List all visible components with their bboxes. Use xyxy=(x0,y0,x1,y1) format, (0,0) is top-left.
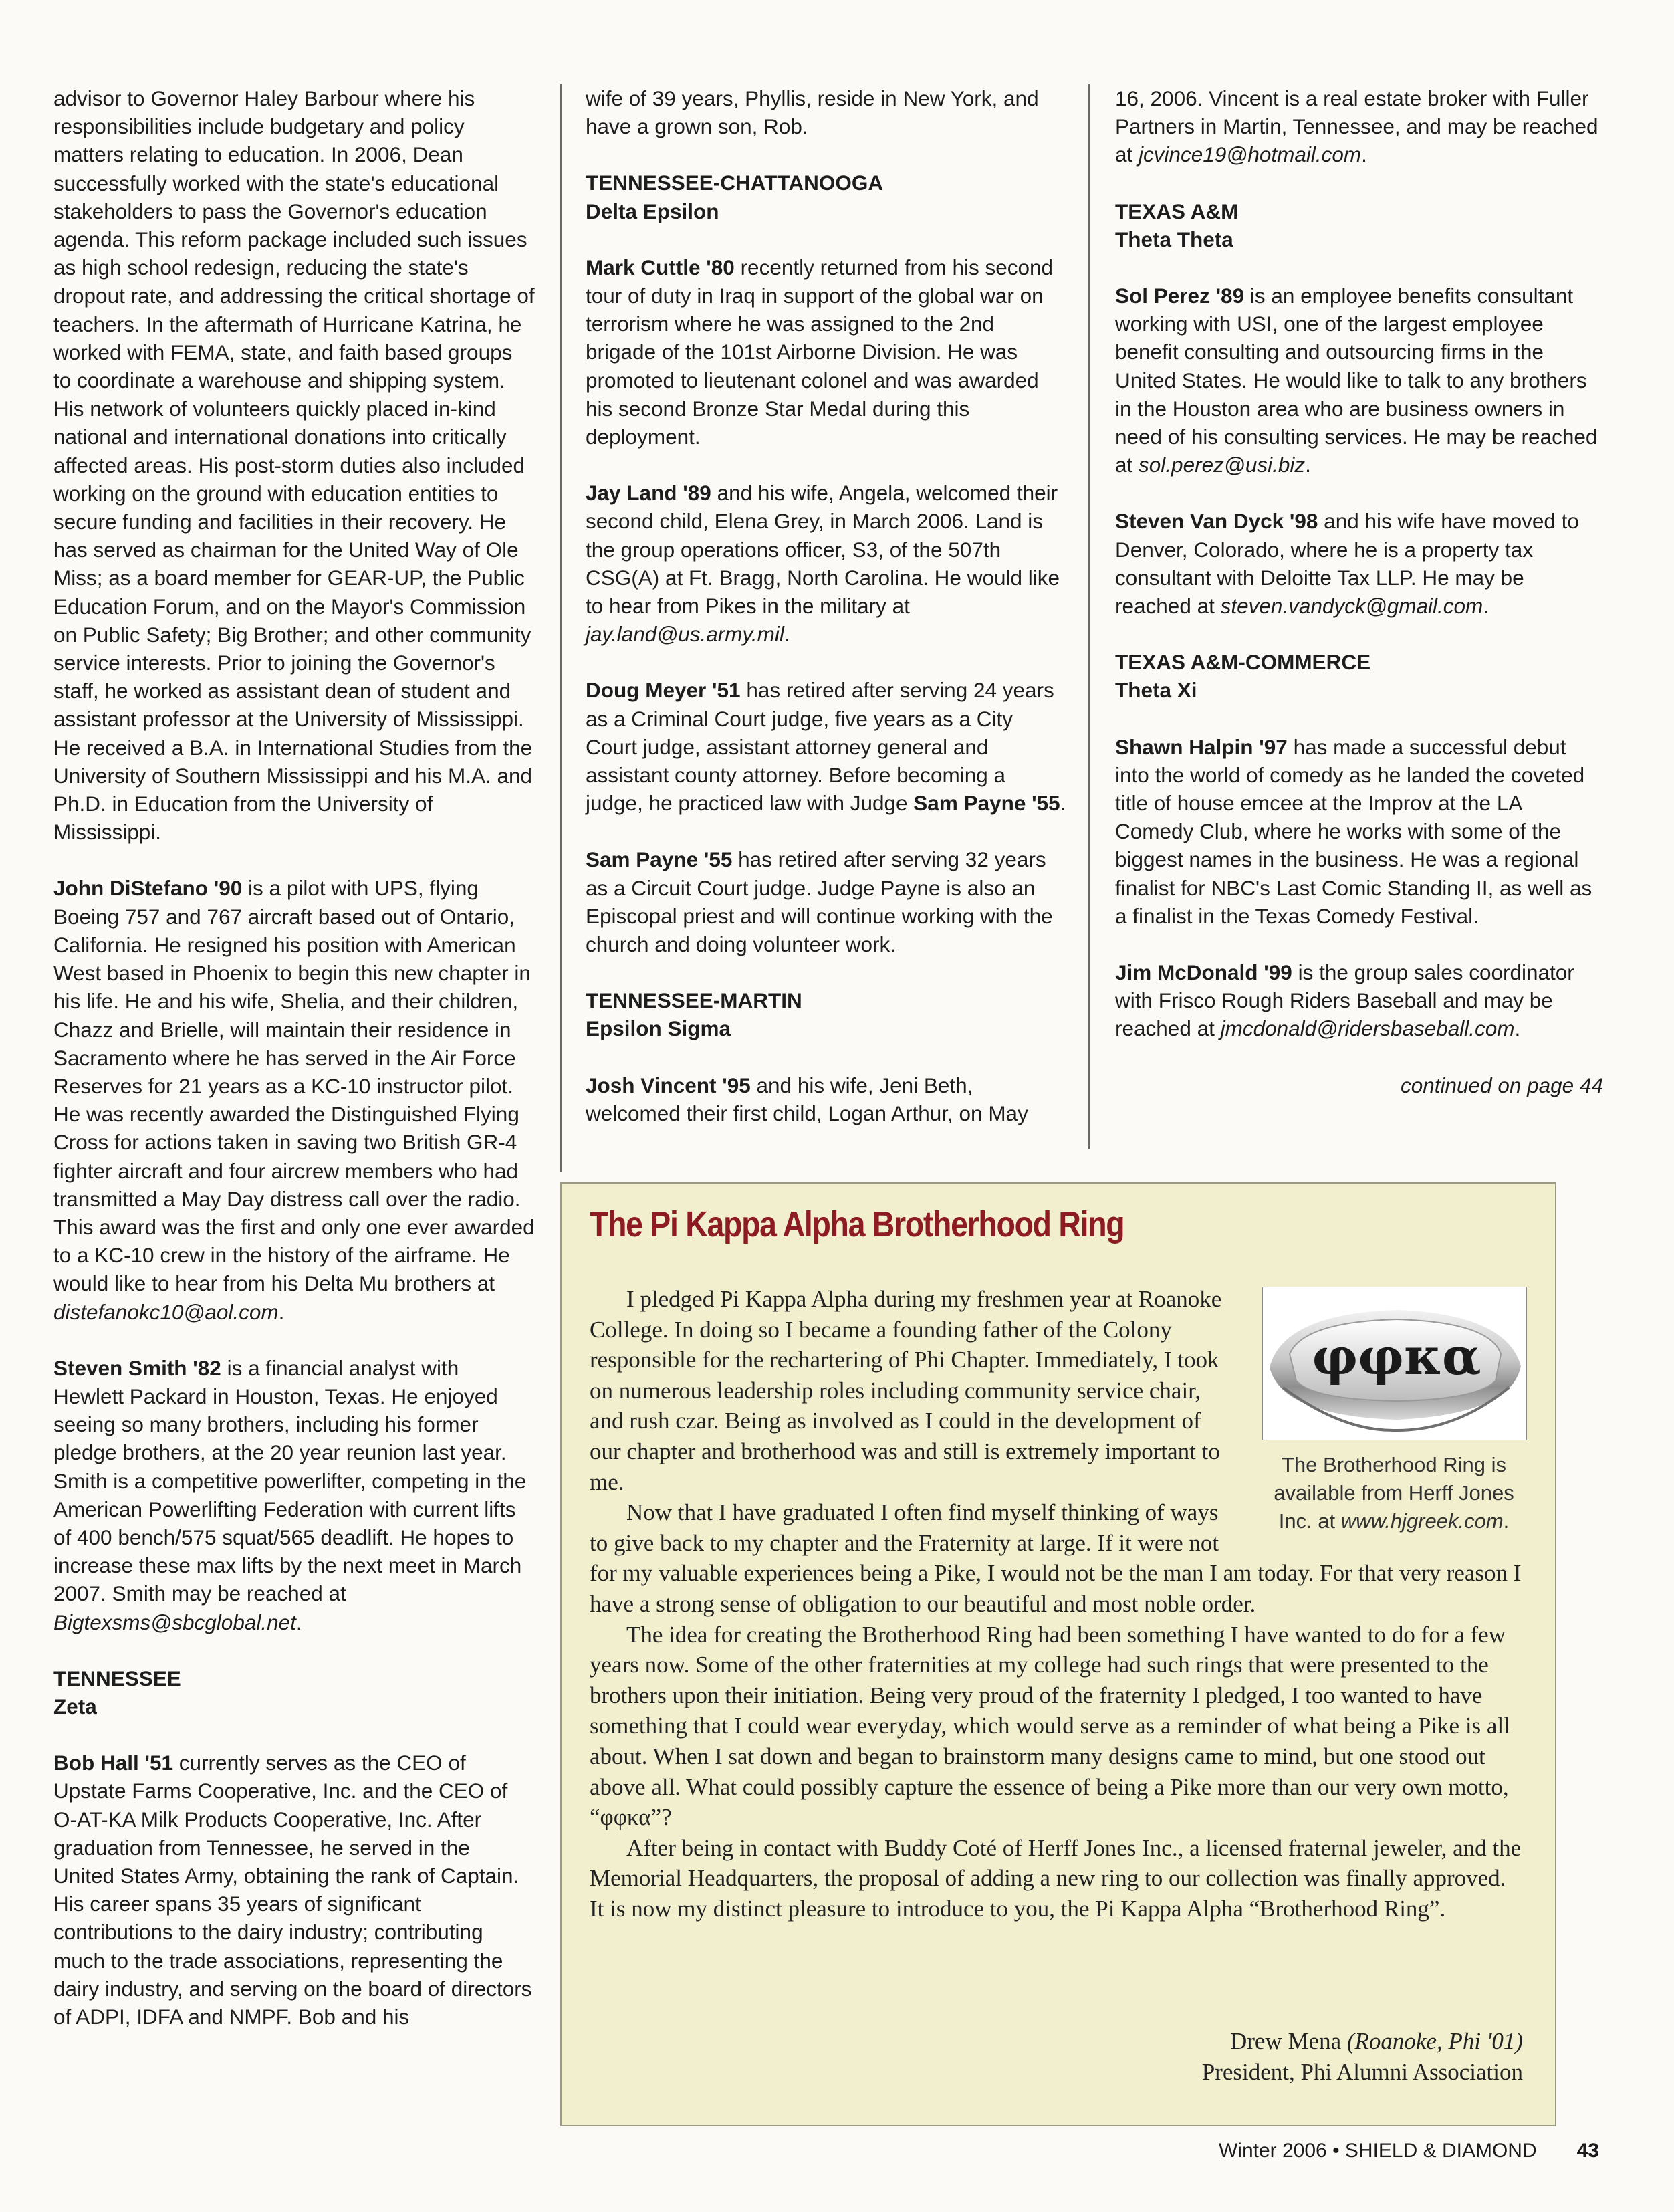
entry-name: Jay Land '89 xyxy=(586,481,711,506)
entry-distefano: John DiStefano '90 is a pilot with UPS, flying Boeing 757 and 767 aircraft based out of Ontario, California. He resigned his position with American West based in Phoenix to begin this new chapter in his life. He and his wife, Shelia, and their children, Chazz and Brielle, will maintain their residence in Sacramento where he has served in the Air Force Reserves for 21 years as a KC-10 instructor pilot. He was recently awarded the Distinguished Flying Cross for actions taken in saving two British GR-4 fighter aircraft and four aircrew members who had transmitted a May Day distress call over the radio. This award was the first and only one ever awarded to a KC-10 crew in the history of the airframe. He would like to hear from his Delta Mu brothers at distefanokc10@aol.com. xyxy=(53,876,535,1324)
entry-name: Mark Cuttle '80 xyxy=(586,255,735,280)
entry-dean-continued xyxy=(53,84,535,846)
entry-text: wife of 39 years, Phyllis, reside in New York, and have a grown son, Rob. xyxy=(586,86,1039,139)
school-name: TEXAS A&M-COMMERCE xyxy=(1115,650,1371,675)
email-link[interactable]: Bigtexsms@sbcglobal.net xyxy=(53,1610,296,1634)
email-link[interactable]: steven.vandyck@gmail.com xyxy=(1220,594,1483,619)
entry-name: Steven Smith '82 xyxy=(53,1355,221,1380)
entry-text: and his wife, Angela, welcomed their second child, Elena Grey, in March 2006. Land is the group operations officer, S3, of the 507th CSG(A) at Ft. Bragg, North Carolina. He would like to hear from Pikes in the military at xyxy=(586,481,1060,619)
column-2 xyxy=(586,84,1067,1155)
entry-name: Steven Van Dyck '98 xyxy=(1115,509,1318,534)
entry-text: advisor to Governor Haley Barbour where his responsibilities include budgetary and policy matters relating to education. In 2006, Dean successfully worked with the state's educational stakeholders to pass the Governor's education agenda. This reform package included such issues as high school redesign, reducing the state's dropout rate, and addressing the critical shortage of teachers. In the aftermath of Hurricane Katrina, he worked with FEMA, state, and faith based groups to coordinate a warehouse and shipping system. His network of volunteers quickly placed in-kind national and international donations into critically affected areas. His post-storm duties also included working on the ground with education entities to secure funding and facilities in their recovery. He has served as chairman for the United Way of Ole Miss; as a board member for GEAR-UP, the Public Education Forum, and on the Mayor's Commission on Public Safety; Big Brother; and other community service interests. Prior to joining the Governor's staff, he worked as assistant dean of student and assistant professor at the University of Mississippi. He received a B.A. in International Studies from the University of Southern Mississippi and his M.A. and Ph.D. in Education from the University of Mississippi. xyxy=(53,86,535,845)
chapter-heading-tennessee xyxy=(53,1664,535,1721)
column-3 xyxy=(1115,84,1603,1099)
school-name: TENNESSEE-CHATTANOOGA xyxy=(586,171,884,195)
sidebar-paragraph: Now that I have graduated I often find myself thinking of ways to give back to my chapter and the Fraternity at large. If it were not for my valuable experiences being a Pike, I would not be the man I am today. For that very reason I have a strong sense of obligation to our beautiful and most noble order. xyxy=(590,1499,1522,1617)
page-number: 43 xyxy=(1576,2140,1599,2162)
author-name: Drew Mena xyxy=(1229,2028,1347,2054)
signature-block xyxy=(1202,2026,1523,2088)
chapter-name: Delta Epsilon xyxy=(586,199,719,223)
entry-text: currently serves as the CEO of Upstate Farms Cooperative, Inc. and the CEO of O-AT-KA Milk Products Cooperative, Inc. After graduation from Tennessee, he served in the United States Army, obtaining the rank of Captain. His career spans 35 years of significant contributions to the dairy industry; contributing much to the trade associations, representing the dairy industry, and serving on the board of directors of ADPI, IDFA and NMPF. Bob and his xyxy=(53,1751,532,2029)
chapter-heading-texas-am-commerce xyxy=(1115,648,1603,704)
entry-payne xyxy=(586,845,1067,958)
column-divider xyxy=(560,84,562,1172)
entry-land: Jay Land '89 and his wife, Angela, welcomed their second child, Elena Grey, in March 2006. Land is the group operations officer, S3, of the 507th CSG(A) at Ft. Bragg, North Carolina. He would like to hear from Pikes in the military at jay.land@us.army.mil. xyxy=(586,481,1060,647)
entry-mcdonald: Jim McDonald '99 is the group sales coordinator with Frisco Rough Riders Baseball and may be reached at jmcdonald@ridersbaseball.com. xyxy=(1115,960,1574,1041)
entry-name: Sol Perez '89 xyxy=(1115,284,1245,308)
entry-vincent xyxy=(586,1071,1067,1127)
school-name: TEXAS A&M xyxy=(1115,199,1239,223)
entry-text: has made a successful debut into the world of comedy as he landed the coveted title of house emcee at the Improv at the LA Comedy Club, where he works with some of the biggest names in the business. He was a regional finalist for NBC's Last Comic Standing II, as well as a finalist in the Texas Comedy Festival. xyxy=(1115,734,1592,928)
issue-label: Winter 2006 • SHIELD & DIAMOND xyxy=(1218,2140,1537,2162)
entry-perez: Sol Perez '89 is an employee benefits consultant working with USI, one of the largest employee benefit consulting and outsourcing firms in the United States. He would like to talk to any brothers in the Houston area who are business owners in need of his consulting services. He may be reached at sol.perez@usi.biz. xyxy=(1115,284,1598,477)
ring-caption: The Brotherhood Ring is available from Herff Jones Inc. at www.hjgreek.com. xyxy=(1274,1453,1514,1533)
sidebar-body xyxy=(590,1284,1526,1924)
entry-text: is a pilot with UPS, flying Boeing 757 and 767 aircraft based out of Ontario, California. He resigned his position with American West based in Phoenix to begin this new chapter in his life. He and his wife, Shelia, and their children, Chazz and Brielle, will maintain their residence in Sacramento where he has served in the Air Force Reserves for 21 years as a KC-10 instructor pilot. He was recently awarded the Distinguished Flying Cross for actions taken in saving two British GR-4 fighter aircraft and four aircrew members who had transmitted a May Day distress call over the radio. This award was the first and only one ever awarded to a KC-10 crew in the history of the airframe. He would like to hear from his Delta Mu brothers at xyxy=(53,876,535,1296)
author-affiliation: (Roanoke, Phi '01) xyxy=(1346,2028,1523,2054)
ring-image xyxy=(1263,1287,1526,1440)
school-name: TENNESSEE xyxy=(53,1666,181,1690)
email-link[interactable]: jmcdonald@ridersbaseball.com xyxy=(1220,1016,1515,1041)
entry-name: Josh Vincent '95 xyxy=(586,1073,751,1097)
chapter-heading-tennessee-chattanooga xyxy=(586,169,1067,225)
entry-text: and his wife, Jeni Beth, welcomed their first child, Logan Arthur, on May xyxy=(586,1073,1028,1125)
entry-meyer: Doug Meyer '51 has retired after serving 24 years as a Criminal Court judge, five years as a City Court judge, assistant attorney general and assistant county attorney. Before becoming a judge, he practiced law with Judge Sam Payne '55. xyxy=(586,678,1066,816)
entry-name: Shawn Halpin '97 xyxy=(1115,734,1288,759)
school-name: TENNESSEE-MARTIN xyxy=(586,988,802,1013)
entry-name: Bob Hall '51 xyxy=(53,1751,174,1775)
entry-text: has retired after serving 32 years as a Circuit Court judge. Judge Payne is also an Episcopal priest and will continue working with the church and doing volunteer work. xyxy=(586,847,1053,957)
entry-text: recently returned from his second tour of duty in Iraq in support of the global war on terrorism where he was assigned to the 2nd brigade of the 101st Airborne Division. He was promoted to lieutenant colonel and was awarded his second Bronze Star Medal during this deployment. xyxy=(586,255,1054,449)
entry-hall-continued xyxy=(586,84,1067,140)
entry-vincent-continued: 16, 2006. Vincent is a real estate broker with Fuller Partners in Martin, Tennessee, and may be reached at jcvince19@hotmail.com. xyxy=(1115,86,1598,167)
entry-text: and his wife have moved to Denver, Colorado, where he is a property tax consultant with Deloitte Tax LLP. He may be reached at xyxy=(1115,509,1579,619)
chapter-name: Theta Xi xyxy=(1115,678,1197,703)
entry-name: Sam Payne '55 xyxy=(586,847,733,872)
website-link[interactable]: www.hjgreek.com xyxy=(1340,1509,1504,1533)
brotherhood-ring-sidebar xyxy=(560,1182,1556,2126)
email-link[interactable]: distefanokc10@aol.com xyxy=(53,1299,279,1324)
sidebar-paragraph: The idea for creating the Brotherhood Ring had been something I have wanted to do for a few years now. Some of the other fraternities at my college had such rings that were presented to the brothers upon their initiation. Being very proud of the fraternity I pledged, I too wanted to have something that I could wear everyday, which would serve as a reminder of what being a Pike is all about. When I sat down and began to brainstorm many designs came to mind, but one stood out above all. What could possibly capture the essence of being a Pike more than our very own motto, “φφκα”? xyxy=(590,1621,1510,1831)
entry-name-reference: Sam Payne '55 xyxy=(913,791,1060,816)
entry-van-dyck: Steven Van Dyck '98 and his wife have moved to Denver, Colorado, where he is a property tax consultant with Deloitte Tax LLP. He may be reached at steven.vandyck@gmail.com. xyxy=(1115,509,1579,619)
entry-text: 16, 2006. Vincent is a real estate broker with Fuller Partners in Martin, Tennessee, and may be reached at xyxy=(1115,86,1598,167)
ring-figure xyxy=(1245,1284,1526,1535)
chapter-heading-tennessee-martin xyxy=(586,986,1067,1042)
column-divider xyxy=(1088,84,1090,1149)
entry-name: Jim McDonald '99 xyxy=(1115,960,1292,985)
entry-name: John DiStefano '90 xyxy=(53,876,243,901)
email-link[interactable]: sol.perez@usi.biz xyxy=(1139,453,1306,477)
page-footer xyxy=(1219,2140,1599,2163)
entry-text: is the group sales coordinator with Frisco Rough Riders Baseball and may be reached at xyxy=(1115,960,1574,1041)
entry-text: is a financial analyst with Hewlett Packard in Houston, Texas. He enjoyed seeing so many brothers, including his former pledge brothers, at the 20 year reunion last year. Smith is a competitive powerlifter, competing in the American Powerlifting Federation with current lifts of 400 bench/575 squat/565 deadlift. He hopes to increase these max lifts by the next meet in March 2007. Smith may be reached at xyxy=(53,1355,527,1606)
email-link[interactable]: jay.land@us.army.mil xyxy=(586,622,784,647)
sidebar-paragraph: After being in contact with Buddy Coté of Herff Jones Inc., a licensed fraternal jeweler, and the Memorial Headquarters, the proposal of adding a new ring to our collection was finally approved. It is now my distinct pleasure to introduce to you, the Pi Kappa Alpha “Brotherhood Ring”. xyxy=(590,1834,1522,1922)
author-title: President, Phi Alumni Association xyxy=(1201,2059,1523,2085)
entry-name: Doug Meyer '51 xyxy=(586,678,741,703)
chapter-name: Epsilon Sigma xyxy=(586,1016,731,1041)
sidebar-title: The Pi Kappa Alpha Brotherhood Ring xyxy=(590,1204,1124,1244)
entry-hall xyxy=(53,1749,535,2031)
ring-photo xyxy=(1262,1287,1527,1440)
continued-note[interactable]: continued on page 44 xyxy=(1400,1073,1603,1097)
entry-text: has retired after serving 24 years as a Criminal Court judge, five years as a City Court judge, assistant attorney general and assistant county attorney. Before becoming a judge, he practiced law with Judge xyxy=(586,678,1054,816)
email-link[interactable]: jcvince19@hotmail.com xyxy=(1139,142,1362,167)
sidebar-paragraph: I pledged Pi Kappa Alpha during my freshmen year at Roanoke College. In doing so I became a founding father of the Colony responsible for the rechartering of Phi Chapter. Immediately, I took on numerous leadership roles including community service chair, and rush czar. Being as involved as I could in the development of our chapter and brotherhood was and still is extremely important to me. xyxy=(590,1286,1222,1495)
entry-smith: Steven Smith '82 is a financial analyst with Hewlett Packard in Houston, Texas. He enjoyed seeing so many brothers, including his former pledge brothers, at the 20 year reunion last year. Smith is a competitive powerlifter, competing in the American Powerlifting Federation with current lifts of 400 bench/575 squat/565 deadlift. He hopes to increase these max lifts by the next meet in March 2007. Smith may be reached at Bigtexsms@sbcglobal.net. xyxy=(53,1355,527,1634)
column-1 xyxy=(53,84,535,2059)
chapter-name: Theta Theta xyxy=(1115,227,1233,251)
chapter-name: Zeta xyxy=(53,1694,97,1719)
chapter-heading-texas-am xyxy=(1115,197,1603,253)
entry-halpin xyxy=(1115,733,1603,930)
entry-text: is an employee benefits consultant working with USI, one of the largest employee benefit consulting and outsourcing firms in the United States. He would like to talk to any brothers in the Houston area who are business owners in need of his consulting services. He may be reached at xyxy=(1115,284,1598,477)
entry-cuttle xyxy=(586,253,1067,451)
ring-engraving: φφκα xyxy=(1312,1327,1481,1386)
